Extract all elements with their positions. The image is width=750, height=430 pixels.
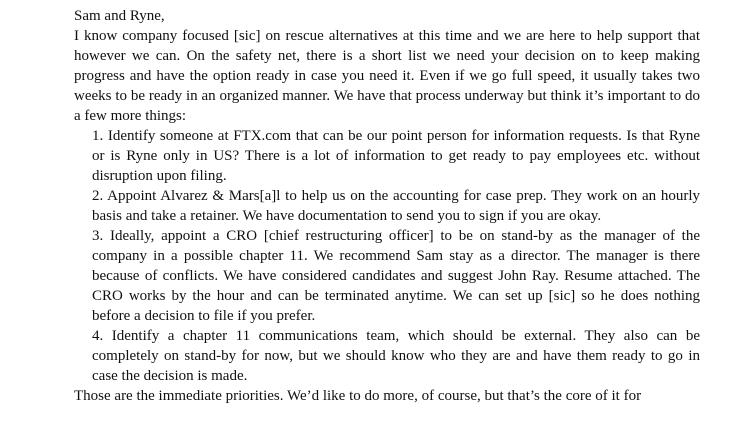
action-item-2: 2. Appoint Alvarez & Mars[a]l to help us on the accounting for case prep. They work on an hourly basis and take a retainer. We have documentation to send you to sign if you are okay. (92, 188, 700, 224)
letter-body (74, 6, 700, 406)
action-item-list (74, 126, 700, 386)
action-item-3: 3. Ideally, appoint a CRO [chief restructuring officer] to be on stand-by as the manager of the company in a possible chapter 11. We recommend Sam stay as a director. The manager is there because of conflicts. We have considered candidates and suggest John Ray. Resume attached. The CRO works by the hour and can be terminated anytime. We can set up [sic] so he does nothing before a decision to file if you prefer. (92, 228, 700, 324)
letter-greeting: Sam and Ryne, (74, 8, 165, 24)
letter-intro-paragraph: I know company focused [sic] on rescue alternatives at this time and we are here to help support that however we can. On the safety net, there is a short list we need your decision on to keep making progress and have the option ready in case you need it. Even if we go full speed, it usually takes two weeks to be ready in an organized manner. We have that process underway but think it’s important to do a few more things: (74, 28, 700, 124)
action-item-4: 4. Identify a chapter 11 communications team, which should be external. They also can be completely on stand-by for now, but we should know who they are and have them ready to go in case the decision is made. (92, 328, 700, 384)
letter-closing-paragraph: Those are the immediate priorities. We’d like to do more, of course, but that’s the core of it for (74, 388, 642, 404)
action-item-1: 1. Identify someone at FTX.com that can be our point person for information requests. Is that Ryne or is Ryne only in US? There is a lot of information to get ready to pay employees etc. without disruption upon filing. (92, 128, 700, 184)
